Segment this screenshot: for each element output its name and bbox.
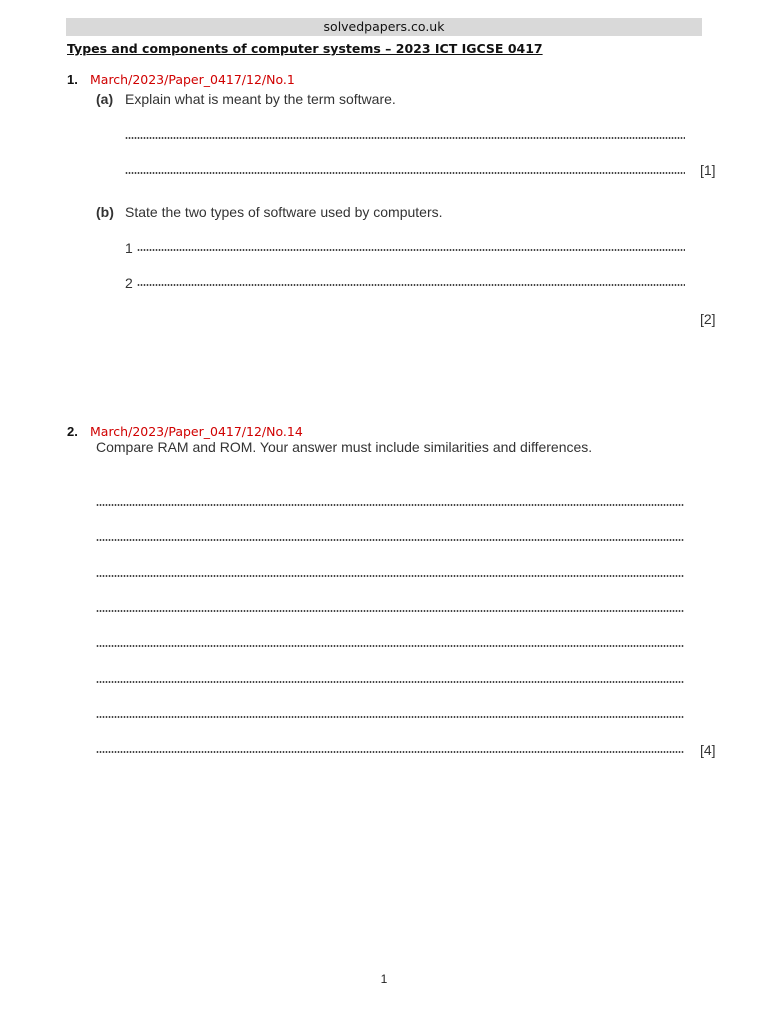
answer-line-2-1[interactable] (96, 504, 684, 506)
question-2-mark: [4] (700, 742, 716, 758)
question-1a-mark: [1] (700, 162, 716, 178)
question-1-reference: March/2023/Paper_0417/12/No.1 (90, 72, 295, 87)
site-name: solvedpapers.co.uk (323, 19, 445, 34)
answer-line-2-4[interactable] (96, 610, 684, 612)
document-title: Types and components of computer systems – 2023 ICT IGCSE 0417 (67, 41, 543, 56)
answer-line-2-6[interactable] (96, 681, 684, 683)
answer-line-2-8[interactable] (96, 751, 684, 753)
answer-line-1b-1[interactable] (137, 249, 685, 251)
question-1b-mark: [2] (700, 311, 716, 327)
question-1a-text: Explain what is meant by the term software. (125, 91, 396, 107)
question-1a-label: (a) (96, 91, 114, 107)
page-number: 1 (380, 972, 388, 986)
answer-line-2-5[interactable] (96, 645, 684, 647)
answer-line-2-7[interactable] (96, 716, 684, 718)
question-2-number: 2. (67, 424, 78, 439)
question-1-number: 1. (67, 72, 78, 87)
answer-line-1a-2[interactable] (125, 172, 685, 174)
answer-line-1b-2[interactable] (137, 284, 685, 286)
answer-line-1a-1[interactable] (125, 137, 685, 139)
question-2-text: Compare RAM and ROM. Your answer must include similarities and differences. (96, 439, 593, 455)
answer-line-2-2[interactable] (96, 539, 684, 541)
question-2-reference: March/2023/Paper_0417/12/No.14 (90, 424, 303, 439)
answer-label-2: 2 (125, 275, 133, 291)
site-header-bar (66, 18, 702, 36)
answer-line-2-3[interactable] (96, 575, 684, 577)
answer-label-1: 1 (125, 240, 133, 256)
question-1b-text: State the two types of software used by computers. (125, 204, 443, 220)
question-1b-label: (b) (96, 204, 114, 220)
